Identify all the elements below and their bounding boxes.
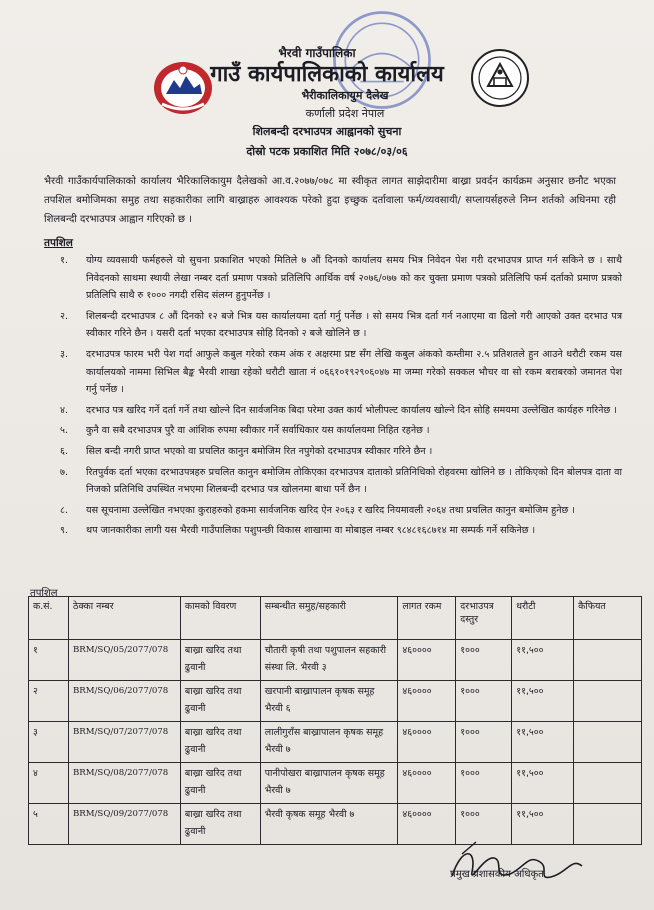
published-date: दोस्रो पटक प्रकाशित मिति २०७८/०३/०६ [246,145,408,158]
term-text: दरभाउ पत्र खरिद गर्ने दर्ता गर्ने तथा खोल्ने दिन सार्वजनिक बिदा परेमा उक्त कार्य भोलीपल्ट कार्यालय खोल्ने दिन सोहि समयमा उल्लेखित कार्यहरु गरिनेछ । [86,404,617,416]
term-item [60,464,622,499]
term-item [60,422,622,440]
cell-fee: १००० [456,763,512,804]
cell-group: पानीपोखरा बाख्रापालन कृषक समूह भैरवी ७ [260,763,398,804]
cell-fee: १००० [456,804,512,845]
term-item [60,402,622,420]
cell-group: भैरवी कृषक समूह भैरवी ७ [260,804,398,845]
term-text: थप जानकारीका लागी यस भैरवी गाउँपालिका पशुपन्छी विकास शाखामा वा मोबाइल नम्बर ९८४८१६८७१४ मा सम्पर्क गर्ने सकिनेछ । [86,525,536,537]
term-item [60,346,622,399]
cell-deposit: ११,५०० [512,681,574,722]
cell-work-detail: बाख्रा खरिद तथा ढुवानी [180,763,260,804]
col-header-remarks: कैफियत [574,597,642,640]
terms-list [60,252,622,543]
term-text: कुनै वा सबै दरभाउपत्र पुरै वा आंशिक रुपमा स्वीकार गर्ने सर्वाधिकार यस कार्यालयमा निहित रहनेछ । [86,425,430,437]
cell-deposit: ११,५०० [512,640,574,681]
office-province: कर्णाली प्रदेश नेपाल [305,107,385,120]
term-number: ५. [60,425,69,437]
term-item [60,443,622,461]
term-number: ३. [60,348,69,360]
cell-cost: ४६०००० [398,681,456,722]
cell-cost: ४६०००० [398,763,456,804]
cell-cost: ४६०००० [398,804,456,845]
cell-remarks [574,722,642,763]
term-item [60,522,622,540]
term-text: सिल बन्दी नगरी प्राप्त भएको वा प्रचलित कानुन बमोजिम रित नपुगेको दरभाउपत्र स्वीकार गरिने छैन । [86,445,433,457]
table-heading: तपशिल [30,588,58,599]
org-name: भैरवी गाउँपालिका [278,46,356,60]
cell-contract-no: BRM/SQ/09/2077/078 [68,804,180,845]
cell-work-detail: बाख्रा खरिद तथा ढुवानी [180,640,260,681]
term-number: १. [60,255,69,266]
cell-deposit: ११,५०० [512,804,574,845]
term-text: रितपुर्वक दर्ता भएका दरभाउपत्रहरु प्रचलित कानुन बमोजिम तोकिएका दरभाउपत्र दाताको प्रतिनिधिको रोहवरमा खोलिने छ । तोकिएको दिन बोलपत्र दाता वा निजको प्रतिनिधि उपस्थित नभएमा शिलबन्दी दरभाउ पत्र खोलनमा बाधा पर्ने छैन । [86,466,622,496]
cell-sn: २ [29,681,69,722]
cell-contract-no: BRM/SQ/06/2077/078 [68,681,180,722]
cell-group: खरपानी बाख्रापालन कृषक समूह भैरवी ६ [260,681,398,722]
cell-contract-no: BRM/SQ/08/2077/078 [68,763,180,804]
cell-contract-no: BRM/SQ/07/2077/078 [68,722,180,763]
term-text: यस सूचनामा उल्लेखित नभएका कुराहरुको हकमा सार्वजनिक खरिद ऐन २०६३ र खरिद नियमावली २०६४ तथा प्रचलित कानुन बमोजिम हुनेछ । [86,504,575,516]
cell-group: लालीगुराँस बाख्रापालन कृषक समूह भैरवी ७ [260,722,398,763]
cell-cost: ४६०००० [398,640,456,681]
cell-group: चौतारी कृषी तथा पशुपालन सहकारी संस्था लि. भैरवी ३ [260,640,398,681]
cell-sn: १ [29,640,69,681]
table-row [29,722,642,763]
term-number: २. [60,310,69,322]
term-text: दरभाउपत्र फारम भरी पेश गर्दा आफुले कबुल गरेको रकम अंक र अक्षरमा प्रष्ट सँग लेखि कबुल अंकको कम्तीमा २.५ प्रतिशतले हुन आउने धरौटी रकम यस कार्यालयको नाममा सिभिल बैङ्क भैरवी शाखा रहेको धरौटी खाता नं ०६६१०१९२९०६०४७ मा जम्मा गरेको सक्कल भौचर वा सो रकम बराबरको जमानत पेश गर्नु पर्नेछ । [86,348,622,396]
table-row [29,640,642,681]
cell-sn: ४ [29,763,69,804]
term-item [60,252,622,305]
cell-remarks [574,640,642,681]
col-header-cost: लागत रकम [398,597,456,640]
terms-heading: तपशिल [44,237,73,249]
cell-contract-no: BRM/SQ/05/2077/078 [68,640,180,681]
notice-title: शिलबन्दी दरभाउपत्र आह्वानको सुचना [252,125,402,138]
term-number: ४. [60,404,69,416]
intro-paragraph: भैरवी गाउँकार्यपालिकाको कार्यालय भैरिकालिकायुम दैलेखको आ.व.२०७७/०७८ मा स्वीकृत लागत साझेदारीमा बाख्रा प्रवर्दन कार्यक्रम अनुसार छनौट भएका तपशिल बमोजिमका समुह तथा सहकारीका लागि बाख्राहरु आवश्यक परेको हुदा इच्छुक दर्तावाला फर्म/व्यवसायी/ सप्लायर्सहरुले निम्न शर्तको अधिनमा रही शिलबन्दी दरभाउपत्र आह्वान गरिएको छ । [44,176,616,225]
bid-table [28,596,642,845]
cell-work-detail: बाख्रा खरिद तथा ढुवानी [180,681,260,722]
cell-fee: १००० [456,640,512,681]
term-number: ७. [60,466,69,478]
col-header-contract-no: ठेक्का नम्बर [68,597,180,640]
col-header-group: सम्बन्धीत समुह/सहकारी [260,597,398,640]
cell-fee: १००० [456,722,512,763]
signatory-title: प्रमुख प्रशासकीय अधिकृत [450,869,544,880]
term-number: ८. [60,504,69,516]
cell-deposit: ११,५०० [512,763,574,804]
col-header-work-detail: कामको विवरण [180,597,260,640]
cell-work-detail: बाख्रा खरिद तथा ढुवानी [180,804,260,845]
cell-sn: ३ [29,722,69,763]
term-number: ६. [60,445,69,457]
cell-remarks [574,681,642,722]
table-row [29,763,642,804]
cell-sn: ५ [29,804,69,845]
cell-fee: १००० [456,681,512,722]
cell-work-detail: बाख्रा खरिद तथा ढुवानी [180,722,260,763]
term-text: शिलबन्दी दरभाउपत्र ८ औं दिनको १२ बजे भित्र यस कार्यालयमा दर्ता गर्नु पर्नेछ । सो समय भित्र दर्ता गर्न नआएमा वा ढिलो गरी आएको उक्त दरभाउ पत्र स्वीकार गरिने छैन । यसरी दर्ता भएका दरभाउपत्र सोहि दिनको २ बजे खोलिने छ । [86,310,622,340]
office-title: गाउँ कार्यपालिकाको कार्यालय [210,62,444,87]
term-text: योग्य व्यवसायी फर्महरुले यो सुचना प्रकाशित भएको मितिले ७ औं दिनको कार्यालय समय भित्र निवेदन पेश गरी दरभाउपत्र प्राप्त गर्न सकिने छ । साथै निवेदनको साथमा स्थायी लेखा नम्बर दर्ता प्रमाण पत्रको प्रतिलिपि आर्थिक वर्ष २०७६/०७७ को कर चुक्ता प्रमाण पत्रको प्रतिलिपि फर्म दर्ताको प्रमाण प्रत्रको प्रतिलिपि साथै रु १००० नगदी रसिद संलग्न हुनुपर्नेछ । [86,255,622,302]
col-header-deposit: धरौटी [512,597,574,640]
cell-remarks [574,763,642,804]
office-location: भैरीकालिकायुम दैलेख [301,89,389,102]
col-header-sn: क.सं. [29,597,69,640]
table-header-row [29,597,642,640]
cell-deposit: ११,५०० [512,722,574,763]
term-item [60,308,622,343]
col-header-fee: दरभाउपत्र दस्तुर [456,597,512,640]
cell-cost: ४६०००० [398,722,456,763]
table-row [29,681,642,722]
term-number: ९. [60,525,69,537]
term-item [60,502,622,520]
